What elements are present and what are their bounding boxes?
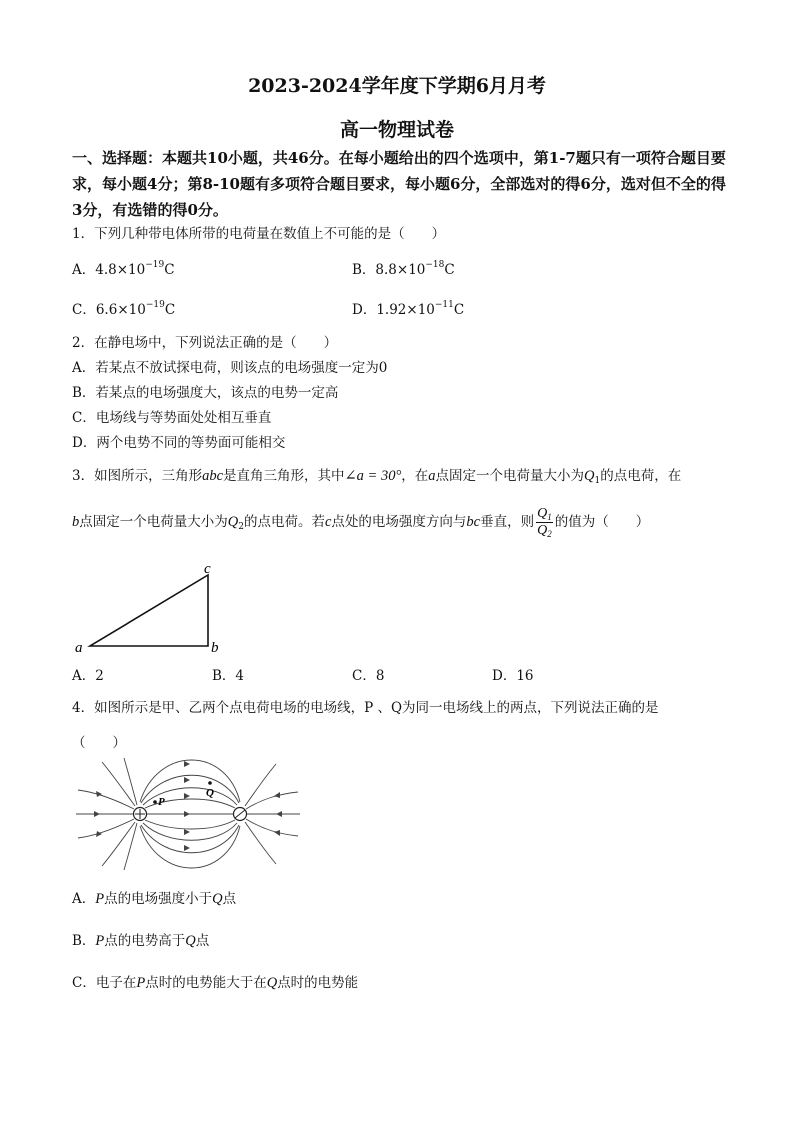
vertex-label-c: c — [204, 561, 211, 577]
q1-option-a: A．$4.8\times 10^{-19}C$ — [72, 260, 175, 278]
q3-stem-line1: 3．如图所示，三角形abc是直角三角形，其中∠a = 30°，在a点固定一个电荷量大小为$Q_1$的点电荷，在 — [72, 468, 682, 486]
q3-option-c: C．8 — [352, 668, 385, 684]
vertex-label-a: a — [75, 640, 83, 656]
q4-option-b: B．P点的电势高于Q点 — [72, 933, 210, 949]
field-arrows — [94, 761, 282, 851]
q1-option-b: B．$8.8\times 10^{-18}C$ — [352, 260, 455, 278]
vertex-label-b: b — [211, 640, 219, 656]
exam-subtitle: 高一物理试卷 — [339, 119, 454, 141]
electric-field-lines-figure — [72, 756, 304, 872]
q2-option-a: A．若某点不放试探电荷，则该点的电场强度一定为0 — [72, 360, 388, 376]
q1-option-c: C．$6.6\times 10^{-19}C$ — [72, 300, 176, 318]
exam-title: 2023-2024学年度下学期6月月考 — [248, 75, 546, 97]
q3-stem-line2: b点固定一个电荷量大小为$Q_2$的点电荷。若c点处的电场强度方向与bc垂直，则 $\frac{Q_1}{Q_2}$ 的值为（ ） — [72, 506, 650, 539]
q3-option-a: A．2 — [72, 668, 104, 684]
triangle-abc — [90, 575, 208, 646]
right-triangle-figure — [70, 558, 230, 658]
charge-ratio-fraction: $\frac{Q_1}{Q_2}$ — [537, 506, 552, 539]
q4-option-c: C．电子在P点时的电势能大于在Q点时的电势能 — [72, 975, 359, 991]
q4-stem-paren: （ ） — [72, 735, 126, 751]
q1-option-d: D．$1.92\times 10^{-11}C$ — [352, 300, 465, 318]
q2-option-d: D．两个电势不同的等势面可能相交 — [72, 435, 286, 451]
q2-option-b: B．若某点的电场强度大，该点的电势一定高 — [72, 385, 339, 401]
point-p-label: P — [158, 796, 165, 808]
point-q-dot — [208, 781, 212, 785]
q2-stem: 2．在静电场中，下列说法正确的是（ ） — [72, 335, 338, 351]
section-instructions: 一、选择题：本题共10小题，共46分。在每小题给出的四个选项中，第1-7题只有一项符合题目要求，每小题4分；第8-10题有多项符合题目要求，每小题6分，全部选对的得6分，选对但不全的得3分，有选错的得0分。 — [72, 149, 726, 219]
q3-option-b: B．4 — [212, 668, 245, 684]
point-q-label: Q — [206, 787, 214, 799]
point-p-dot — [153, 800, 157, 804]
q4-option-a: A．P点的电场强度小于Q点 — [72, 891, 237, 907]
q3-option-d: D．16 — [492, 668, 534, 684]
q1-stem: 1．下列几种带电体所带的电荷量在数值上不可能的是（ ） — [72, 226, 446, 242]
q4-stem: 4．如图所示是甲、乙两个点电荷电场的电场线，P 、Q为同一电场线上的两点，下列说法正确的是 — [72, 700, 659, 716]
q2-option-c: C．电场线与等势面处处相互垂直 — [72, 410, 272, 426]
